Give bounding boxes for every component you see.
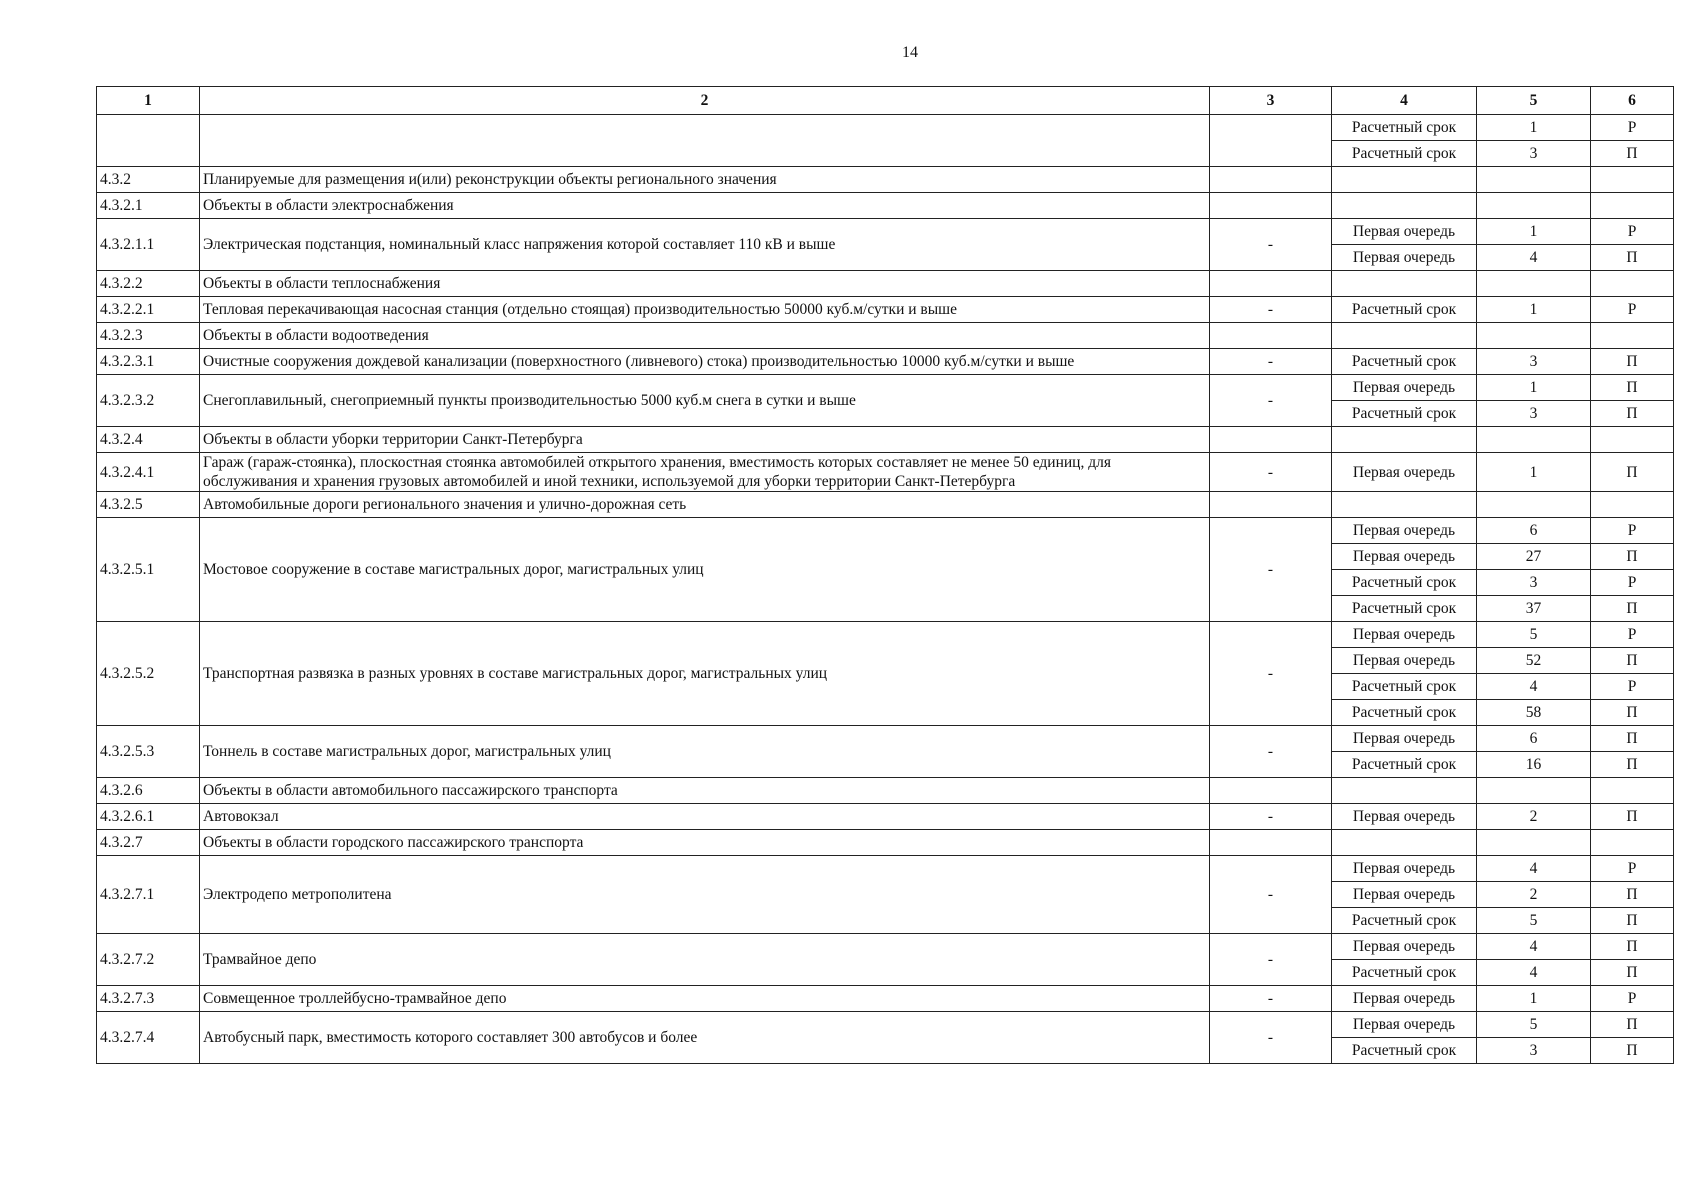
- row-col3: [1210, 193, 1332, 219]
- row-name: Тоннель в составе магистральных дорог, магистральных улиц: [200, 726, 1210, 778]
- row-type: П: [1591, 960, 1674, 986]
- row-code: 4.3.2.4: [97, 427, 200, 453]
- row-name: Гараж (гараж-стоянка), плоскостная стоянка автомобилей открытого хранения, вместимость которых составляет не менее 50 единиц, для обслуживания и хранения грузовых автомобилей и иной техники, используемой для уборки территории Санкт-Петербурга: [200, 453, 1210, 492]
- row-code: 4.3.2.3.1: [97, 349, 200, 375]
- row-stage: Первая очередь: [1332, 804, 1477, 830]
- row-col3: [1210, 271, 1332, 297]
- row-col3: [1210, 427, 1332, 453]
- row-count: 3: [1477, 1038, 1591, 1064]
- row-stage: Первая очередь: [1332, 986, 1477, 1012]
- row-col3: -: [1210, 375, 1332, 427]
- table-row: [97, 1012, 1674, 1038]
- row-type: П: [1591, 648, 1674, 674]
- row-code: 4.3.2.5.2: [97, 622, 200, 726]
- row-count: 4: [1477, 934, 1591, 960]
- row-code: 4.3.2.7.1: [97, 856, 200, 934]
- row-count: [1477, 193, 1591, 219]
- row-type: [1591, 271, 1674, 297]
- row-count: 2: [1477, 804, 1591, 830]
- row-type: П: [1591, 908, 1674, 934]
- row-count: 1: [1477, 375, 1591, 401]
- row-type: П: [1591, 141, 1674, 167]
- row-stage: [1332, 427, 1477, 453]
- row-stage: Расчетный срок: [1332, 960, 1477, 986]
- row-stage: Первая очередь: [1332, 518, 1477, 544]
- row-code: 4.3.2.6: [97, 778, 200, 804]
- row-name: Объекты в области автомобильного пассажирского транспорта: [200, 778, 1210, 804]
- row-name: Электрическая подстанция, номинальный класс напряжения которой составляет 110 кВ и выше: [200, 219, 1210, 271]
- row-name: Объекты в области водоотведения: [200, 323, 1210, 349]
- row-type: П: [1591, 349, 1674, 375]
- table-row: [97, 193, 1674, 219]
- row-stage: [1332, 167, 1477, 193]
- header-cell-2: 2: [200, 87, 1210, 115]
- header-cell-1: 1: [97, 87, 200, 115]
- row-type: П: [1591, 1038, 1674, 1064]
- row-stage: Первая очередь: [1332, 219, 1477, 245]
- row-type: [1591, 778, 1674, 804]
- table-row: [97, 492, 1674, 518]
- row-col3: -: [1210, 804, 1332, 830]
- row-type: П: [1591, 453, 1674, 492]
- row-count: 16: [1477, 752, 1591, 778]
- row-stage: Расчетный срок: [1332, 115, 1477, 141]
- row-col3: -: [1210, 297, 1332, 323]
- row-type: [1591, 193, 1674, 219]
- row-stage: [1332, 830, 1477, 856]
- row-code: 4.3.2.3.2: [97, 375, 200, 427]
- row-stage: Расчетный срок: [1332, 401, 1477, 427]
- row-count: 58: [1477, 700, 1591, 726]
- table-row: [97, 856, 1674, 882]
- row-stage: Расчетный срок: [1332, 297, 1477, 323]
- row-count: [1477, 778, 1591, 804]
- row-type: П: [1591, 596, 1674, 622]
- header-cell-6: 6: [1591, 87, 1674, 115]
- row-code: 4.3.2.6.1: [97, 804, 200, 830]
- row-count: [1477, 271, 1591, 297]
- table-row: [97, 622, 1674, 648]
- table-body: [97, 115, 1674, 1064]
- row-code: 4.3.2.7.4: [97, 1012, 200, 1064]
- row-count: [1477, 830, 1591, 856]
- row-code: 4.3.2: [97, 167, 200, 193]
- row-code: 4.3.2.3: [97, 323, 200, 349]
- row-stage: [1332, 778, 1477, 804]
- table-row: [97, 167, 1674, 193]
- row-name: Очистные сооружения дождевой канализации (поверхностного (ливневого) стока) производительностью 10000 куб.м/сутки и выше: [200, 349, 1210, 375]
- row-type: П: [1591, 934, 1674, 960]
- row-type: Р: [1591, 115, 1674, 141]
- table-row: [97, 375, 1674, 401]
- row-code: 4.3.2.1.1: [97, 219, 200, 271]
- table-row: [97, 518, 1674, 544]
- row-code: 4.3.2.7: [97, 830, 200, 856]
- table-row: [97, 219, 1674, 245]
- row-name: Объекты в области уборки территории Санкт-Петербурга: [200, 427, 1210, 453]
- row-col3: -: [1210, 726, 1332, 778]
- row-col3: -: [1210, 856, 1332, 934]
- row-count: [1477, 492, 1591, 518]
- row-count: 2: [1477, 882, 1591, 908]
- row-stage: [1332, 323, 1477, 349]
- row-code: 4.3.2.7.2: [97, 934, 200, 986]
- row-stage: [1332, 193, 1477, 219]
- row-name: Транспортная развязка в разных уровнях в составе магистральных дорог, магистральных улиц: [200, 622, 1210, 726]
- row-col3: -: [1210, 453, 1332, 492]
- row-count: [1477, 167, 1591, 193]
- row-count: 1: [1477, 115, 1591, 141]
- row-col3: -: [1210, 518, 1332, 622]
- row-type: Р: [1591, 297, 1674, 323]
- row-col3: [1210, 492, 1332, 518]
- row-type: [1591, 492, 1674, 518]
- row-type: П: [1591, 804, 1674, 830]
- row-stage: Первая очередь: [1332, 856, 1477, 882]
- table-row: [97, 349, 1674, 375]
- row-type: Р: [1591, 674, 1674, 700]
- row-type: П: [1591, 752, 1674, 778]
- row-count: 3: [1477, 570, 1591, 596]
- table-row: [97, 453, 1674, 492]
- table-row: [97, 726, 1674, 752]
- objects-table: [96, 86, 1674, 1064]
- row-count: 52: [1477, 648, 1591, 674]
- row-col3: -: [1210, 349, 1332, 375]
- table-row: [97, 830, 1674, 856]
- row-name: Объекты в области городского пассажирского транспорта: [200, 830, 1210, 856]
- row-count: [1477, 427, 1591, 453]
- row-code: 4.3.2.5.1: [97, 518, 200, 622]
- row-count: 3: [1477, 141, 1591, 167]
- row-type: П: [1591, 1012, 1674, 1038]
- row-stage: Первая очередь: [1332, 882, 1477, 908]
- row-col3: [1210, 323, 1332, 349]
- row-stage: Первая очередь: [1332, 375, 1477, 401]
- row-name: Объекты в области теплоснабжения: [200, 271, 1210, 297]
- row-stage: Расчетный срок: [1332, 596, 1477, 622]
- row-stage: Первая очередь: [1332, 245, 1477, 271]
- row-code: 4.3.2.2.1: [97, 297, 200, 323]
- row-code: 4.3.2.5.3: [97, 726, 200, 778]
- row-type: [1591, 167, 1674, 193]
- row-count: 3: [1477, 401, 1591, 427]
- row-stage: Расчетный срок: [1332, 752, 1477, 778]
- row-name: Тепловая перекачивающая насосная станция (отдельно стоящая) производительностью 50000 куб.м/сутки и выше: [200, 297, 1210, 323]
- row-name: Планируемые для размещения и(или) реконструкции объекты регионального значения: [200, 167, 1210, 193]
- row-name: Снегоплавильный, снегоприемный пункты производительностью 5000 куб.м снега в сутки и выше: [200, 375, 1210, 427]
- row-type: Р: [1591, 219, 1674, 245]
- row-count: 1: [1477, 297, 1591, 323]
- row-col3: -: [1210, 622, 1332, 726]
- row-stage: [1332, 271, 1477, 297]
- table-row: [97, 115, 1674, 141]
- table-row: [97, 297, 1674, 323]
- row-type: [1591, 427, 1674, 453]
- row-stage: Расчетный срок: [1332, 1038, 1477, 1064]
- row-code: 4.3.2.7.3: [97, 986, 200, 1012]
- row-type: П: [1591, 375, 1674, 401]
- row-count: 5: [1477, 1012, 1591, 1038]
- row-stage: [1332, 492, 1477, 518]
- row-code: 4.3.2.2: [97, 271, 200, 297]
- row-count: 4: [1477, 960, 1591, 986]
- row-type: Р: [1591, 518, 1674, 544]
- row-stage: Первая очередь: [1332, 1012, 1477, 1038]
- row-stage: Первая очередь: [1332, 934, 1477, 960]
- row-type: П: [1591, 245, 1674, 271]
- row-stage: Расчетный срок: [1332, 349, 1477, 375]
- row-col3: -: [1210, 986, 1332, 1012]
- row-count: 37: [1477, 596, 1591, 622]
- table-row: [97, 986, 1674, 1012]
- row-type: Р: [1591, 986, 1674, 1012]
- row-count: [1477, 323, 1591, 349]
- row-code: 4.3.2.5: [97, 492, 200, 518]
- row-name: Автобусный парк, вместимость которого составляет 300 автобусов и более: [200, 1012, 1210, 1064]
- row-count: 4: [1477, 245, 1591, 271]
- row-name: Совмещенное троллейбусно-трамвайное депо: [200, 986, 1210, 1012]
- page-number: 14: [902, 44, 918, 61]
- row-stage: Расчетный срок: [1332, 570, 1477, 596]
- row-type: П: [1591, 544, 1674, 570]
- row-stage: Расчетный срок: [1332, 141, 1477, 167]
- row-type: П: [1591, 726, 1674, 752]
- row-stage: Первая очередь: [1332, 648, 1477, 674]
- row-count: 27: [1477, 544, 1591, 570]
- row-stage: Расчетный срок: [1332, 674, 1477, 700]
- row-type: [1591, 830, 1674, 856]
- row-count: 6: [1477, 518, 1591, 544]
- row-count: 3: [1477, 349, 1591, 375]
- header-cell-3: 3: [1210, 87, 1332, 115]
- header-cell-5: 5: [1477, 87, 1591, 115]
- row-name: Объекты в области электроснабжения: [200, 193, 1210, 219]
- row-name: Автомобильные дороги регионального значения и улично-дорожная сеть: [200, 492, 1210, 518]
- row-stage: Первая очередь: [1332, 726, 1477, 752]
- header-row: [97, 87, 1674, 115]
- table-row: [97, 323, 1674, 349]
- row-type: [1591, 323, 1674, 349]
- row-count: 4: [1477, 856, 1591, 882]
- row-count: 5: [1477, 908, 1591, 934]
- table-row: [97, 804, 1674, 830]
- row-stage: Первая очередь: [1332, 622, 1477, 648]
- row-count: 6: [1477, 726, 1591, 752]
- row-code: 4.3.2.1: [97, 193, 200, 219]
- row-col3: [1210, 778, 1332, 804]
- row-type: П: [1591, 882, 1674, 908]
- row-type: П: [1591, 700, 1674, 726]
- row-code: 4.3.2.4.1: [97, 453, 200, 492]
- row-name: Мостовое сооружение в составе магистральных дорог, магистральных улиц: [200, 518, 1210, 622]
- table-row: [97, 778, 1674, 804]
- row-code: [97, 115, 200, 167]
- row-name: Электродепо метрополитена: [200, 856, 1210, 934]
- row-col3: [1210, 830, 1332, 856]
- row-count: 1: [1477, 986, 1591, 1012]
- row-stage: Расчетный срок: [1332, 908, 1477, 934]
- table-row: [97, 427, 1674, 453]
- row-col3: -: [1210, 1012, 1332, 1064]
- row-count: 5: [1477, 622, 1591, 648]
- row-stage: Первая очередь: [1332, 453, 1477, 492]
- row-name: Трамвайное депо: [200, 934, 1210, 986]
- row-col3: [1210, 115, 1332, 167]
- row-type: Р: [1591, 570, 1674, 596]
- row-name: Автовокзал: [200, 804, 1210, 830]
- row-count: 4: [1477, 674, 1591, 700]
- row-name: [200, 115, 1210, 167]
- row-type: П: [1591, 401, 1674, 427]
- row-count: 1: [1477, 453, 1591, 492]
- row-stage: Расчетный срок: [1332, 700, 1477, 726]
- table-row: [97, 271, 1674, 297]
- row-count: 1: [1477, 219, 1591, 245]
- row-stage: Первая очередь: [1332, 544, 1477, 570]
- row-type: Р: [1591, 856, 1674, 882]
- header-cell-4: 4: [1332, 87, 1477, 115]
- row-type: Р: [1591, 622, 1674, 648]
- row-col3: -: [1210, 934, 1332, 986]
- table-row: [97, 934, 1674, 960]
- row-col3: [1210, 167, 1332, 193]
- row-col3: -: [1210, 219, 1332, 271]
